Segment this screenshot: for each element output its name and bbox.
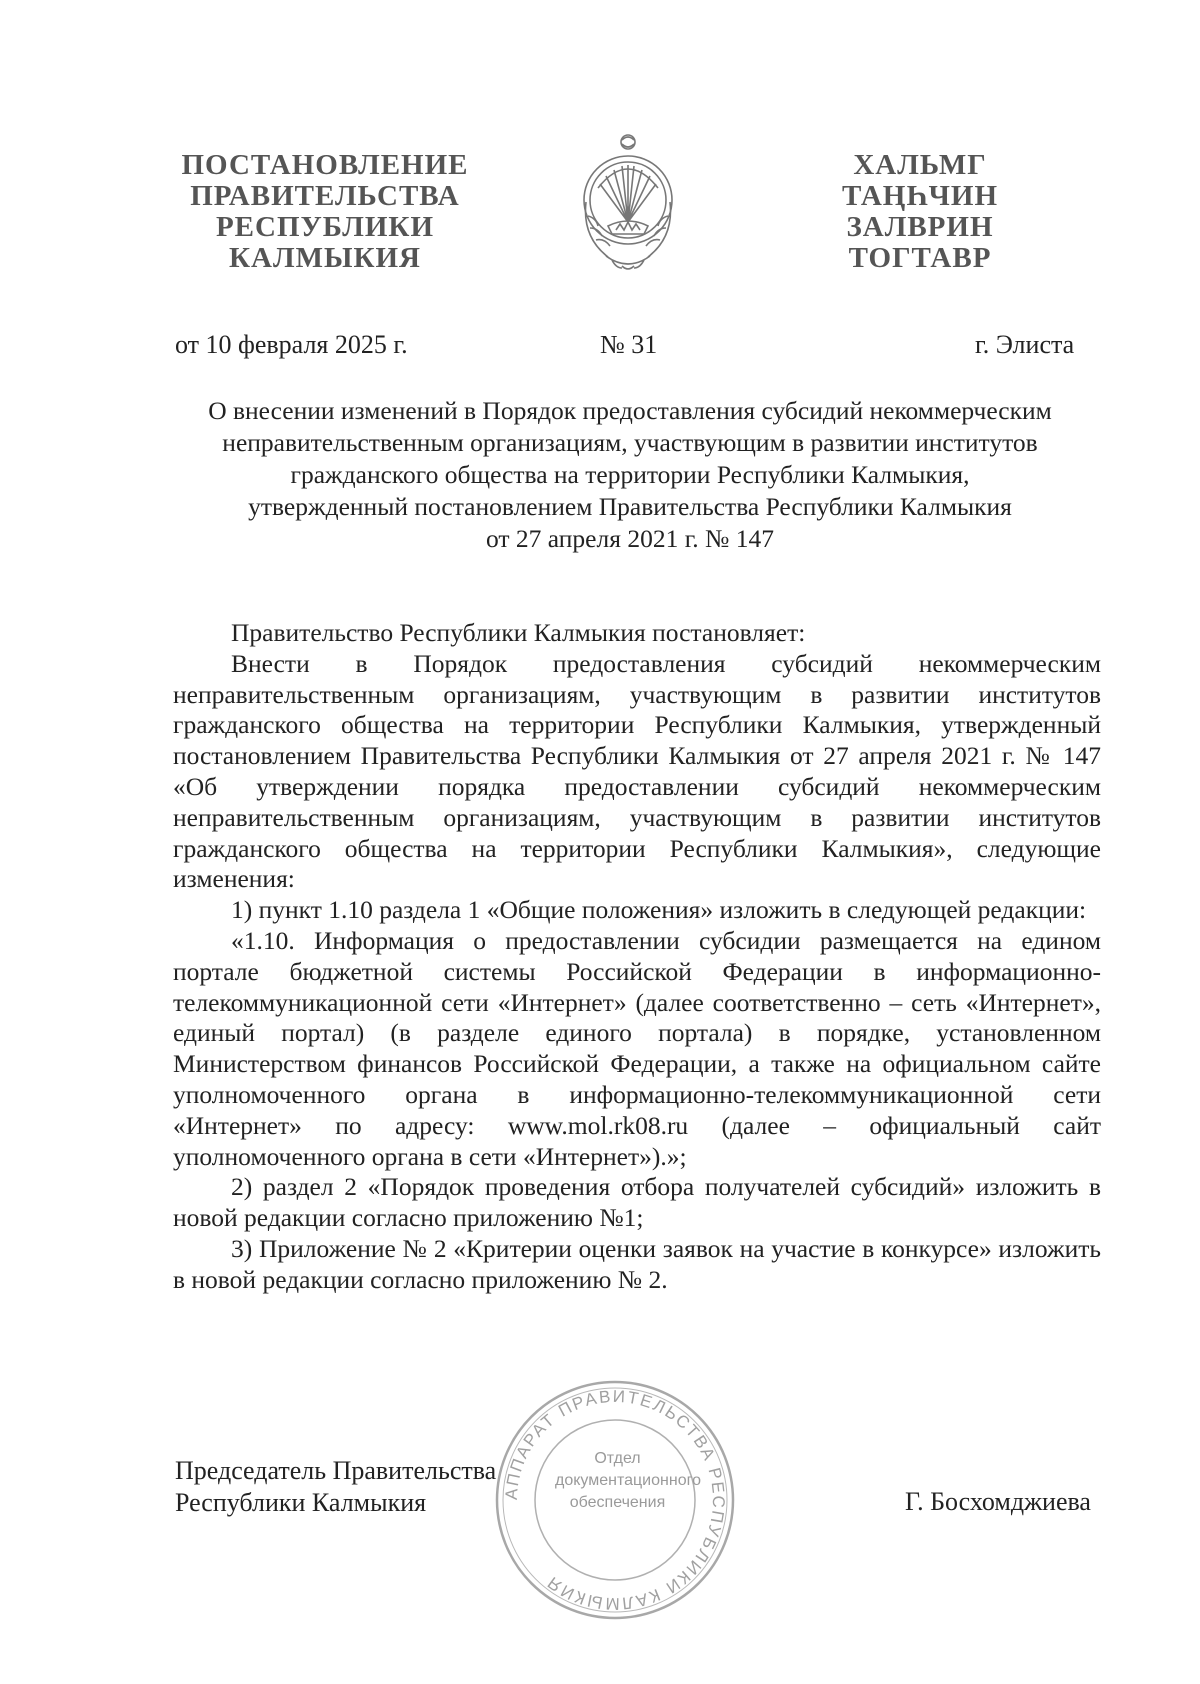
header-line: РЕСПУБЛИКИ — [215, 211, 435, 243]
title-line: утвержденный постановлением Правительства Республики Калмыкия — [248, 492, 1012, 521]
header-line: ЗАЛВРИН — [846, 211, 994, 243]
header-line: КАЛМЫКИЯ — [229, 242, 421, 274]
stamp-center-line: документационного — [555, 1472, 701, 1489]
body-paragraph: 2) раздел 2 «Порядок проведения отбора получателей субсидий» изложить в новой редакции согласно приложению №1; — [173, 1172, 1101, 1233]
title-line: О внесении изменений в Порядок предоставления субсидий некоммерческим — [208, 396, 1052, 425]
title-line: неправительственным организациям, участвующим в развитии институтов — [222, 428, 1038, 457]
signatory-name: Г. Босхомджиева — [905, 1487, 1091, 1516]
document-body — [173, 618, 1101, 1296]
header-russian — [180, 150, 470, 274]
header-line: ПОСТАНОВЛЕНИЕ — [181, 149, 469, 181]
title-line: от 27 апреля 2021 г. № 147 — [486, 524, 774, 553]
body-paragraph: 1) пункт 1.10 раздела 1 «Общие положения» изложить в следующей редакции: — [231, 895, 1087, 925]
body-paragraph: Внести в Порядок предоставления субсидий некоммерческим неправительственным организациям, участвующим в развитии институтов гражданского общества на территории Республики Калмыкия, утвержденный постановлением Правительства Республики Калмыкия от 27 апреля 2021 г. № 147 «Об утверждении порядка предоставлении субсидий некоммерческим неправительственным организациям, участвующим в развитии институтов гражданского общества на территории Республики Калмыкия», следующие изменения: — [173, 648, 1101, 894]
signatory-position-line: Председатель Правительства — [175, 1456, 497, 1485]
stamp-ring-text: АППАРАТ ПРАВИТЕЛЬСТВА РЕСПУБЛИКИ КАЛМЫКИЯ — [501, 1386, 729, 1614]
document-title — [160, 395, 1100, 555]
header-line: ПРАВИТЕЛЬСТВА — [190, 180, 460, 212]
document-number: № 31 — [600, 330, 658, 359]
title-line: гражданского общества на территории Республики Калмыкия, — [290, 460, 970, 489]
stamp-center-line: обеспечения — [569, 1494, 666, 1511]
stamp-center — [555, 1448, 701, 1514]
signatory-position — [175, 1455, 496, 1519]
header-line: ТАҢҺЧИН — [841, 180, 999, 212]
document-date: от 10 февраля 2025 г. — [175, 330, 408, 359]
document-city: г. Элиста — [975, 330, 1075, 359]
header-line: ТОГТАВР — [848, 242, 992, 274]
header-kalmyk — [820, 150, 1020, 274]
stamp-center-line: Отдел — [594, 1450, 641, 1467]
header-line: ХАЛЬМГ — [853, 149, 987, 181]
body-paragraph: 3) Приложение № 2 «Критерии оценки заявок на участие в конкурсе» изложить в новой редакции согласно приложению № 2. — [173, 1233, 1101, 1294]
body-paragraph: Правительство Республики Калмыкия постановляет: — [231, 618, 806, 647]
coat-of-arms-emblem — [578, 132, 678, 277]
signatory-position-line: Республики Калмыкия — [175, 1488, 427, 1517]
body-paragraph: «1.10. Информация о предоставлении субсидии размещается на едином портале бюджетной системы Российской Федерации в информационно-телекоммуникационной сети «Интернет» (далее соответственно – сеть «Интернет», единый портал) (в разделе единого портала) в порядке, установленном Министерством финансов Российской Федерации, а также на официальном сайте уполномоченного органа в информационно-телекоммуникационной сети «Интернет» по адресу: www.mol.rk08.ru (далее – официальный сайт уполномоченного органа в сети «Интернет»).»; — [173, 925, 1101, 1171]
